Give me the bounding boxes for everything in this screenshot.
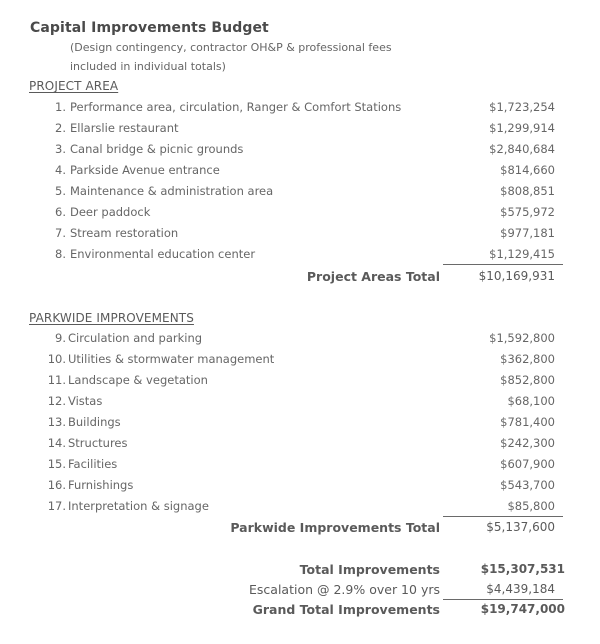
item-number: 5. bbox=[55, 184, 66, 198]
parkwide-improvements-total-amount: $5,137,600 bbox=[486, 520, 555, 534]
item-amount: $68,100 bbox=[507, 394, 555, 408]
item-label: Furnishings bbox=[68, 478, 134, 492]
subtotal-rule bbox=[443, 264, 563, 265]
parkwide-improvements-total-label: Parkwide Improvements Total bbox=[230, 520, 440, 535]
grand-total-label: Grand Total Improvements bbox=[252, 602, 440, 617]
grand-total-row bbox=[0, 602, 600, 622]
item-label: Deer paddock bbox=[70, 205, 151, 219]
budget-row bbox=[0, 205, 600, 225]
item-amount: $1,723,254 bbox=[489, 100, 555, 114]
item-amount: $242,300 bbox=[500, 436, 555, 450]
item-number: 16. bbox=[47, 478, 66, 492]
item-amount: $607,900 bbox=[500, 457, 555, 471]
budget-row bbox=[0, 415, 600, 435]
item-label: Interpretation & signage bbox=[68, 499, 209, 513]
item-amount: $575,972 bbox=[500, 205, 555, 219]
budget-row bbox=[0, 163, 600, 183]
budget-row bbox=[0, 352, 600, 372]
budget-row bbox=[0, 100, 600, 120]
item-amount: $781,400 bbox=[500, 415, 555, 429]
grand-total-rule bbox=[443, 599, 563, 600]
item-number: 3. bbox=[55, 142, 66, 156]
item-label: Circulation and parking bbox=[68, 331, 203, 345]
item-amount: $1,299,914 bbox=[489, 121, 555, 135]
item-number: 10. bbox=[47, 352, 66, 366]
item-amount: $543,700 bbox=[500, 478, 555, 492]
section-heading-parkwide-improvements: PARKWIDE IMPROVEMENTS bbox=[29, 311, 194, 325]
item-label: Buildings bbox=[68, 415, 121, 429]
item-amount: $814,660 bbox=[500, 163, 555, 177]
budget-row bbox=[0, 394, 600, 414]
item-label: Ellarslie restaurant bbox=[70, 121, 179, 135]
project-areas-total-row bbox=[0, 269, 600, 289]
budget-row bbox=[0, 373, 600, 393]
budget-row bbox=[0, 331, 600, 351]
budget-row bbox=[0, 478, 600, 498]
item-amount: $1,592,800 bbox=[489, 331, 555, 345]
budget-row bbox=[0, 436, 600, 456]
item-label: Structures bbox=[68, 436, 128, 450]
item-amount: $362,800 bbox=[500, 352, 555, 366]
item-number: 8. bbox=[55, 247, 66, 261]
item-amount: $977,181 bbox=[500, 226, 555, 240]
project-areas-total-amount: $10,169,931 bbox=[478, 269, 555, 283]
project-areas-total-label: Project Areas Total bbox=[306, 269, 440, 284]
item-label: Canal bridge & picnic grounds bbox=[70, 142, 244, 156]
item-amount: $85,800 bbox=[507, 499, 555, 513]
grand-total-amount: $19,747,000 bbox=[480, 602, 565, 616]
item-label: Vistas bbox=[68, 394, 103, 408]
item-amount: $852,800 bbox=[500, 373, 555, 387]
item-amount: $2,840,684 bbox=[489, 142, 555, 156]
item-amount: $1,129,415 bbox=[489, 247, 555, 261]
item-number: 7. bbox=[55, 226, 66, 240]
subtotal-rule bbox=[443, 516, 563, 517]
item-label: Landscape & vegetation bbox=[68, 373, 208, 387]
item-number: 12. bbox=[47, 394, 66, 408]
document-subtitle-line-2: included in individual totals) bbox=[70, 60, 226, 73]
total-improvements-row bbox=[0, 562, 600, 582]
item-label: Performance area, circulation, Ranger & Comfort Stations bbox=[70, 100, 402, 114]
item-number: 9. bbox=[55, 331, 66, 345]
section-heading-project-area: PROJECT AREA bbox=[29, 79, 119, 93]
item-label: Utilities & stormwater management bbox=[68, 352, 275, 366]
escalation-label: Escalation @ 2.9% over 10 yrs bbox=[249, 582, 440, 597]
budget-row bbox=[0, 121, 600, 141]
item-label: Maintenance & administration area bbox=[70, 184, 274, 198]
item-number: 17. bbox=[47, 499, 66, 513]
item-number: 15. bbox=[47, 457, 66, 471]
budget-row bbox=[0, 142, 600, 162]
item-number: 1. bbox=[55, 100, 66, 114]
item-label: Facilities bbox=[68, 457, 118, 471]
total-improvements-label: Total Improvements bbox=[299, 562, 440, 577]
budget-row bbox=[0, 184, 600, 204]
total-improvements-amount: $15,307,531 bbox=[480, 562, 565, 576]
item-number: 14. bbox=[47, 436, 66, 450]
item-label: Stream restoration bbox=[70, 226, 179, 240]
budget-row bbox=[0, 457, 600, 477]
item-number: 11. bbox=[47, 373, 66, 387]
item-number: 13. bbox=[47, 415, 66, 429]
item-label: Parkside Avenue entrance bbox=[70, 163, 220, 177]
item-amount: $808,851 bbox=[500, 184, 555, 198]
item-label: Environmental education center bbox=[70, 247, 256, 261]
document-title: Capital Improvements Budget bbox=[30, 20, 269, 36]
document-subtitle-line-1: (Design contingency, contractor OH&P & professional fees bbox=[70, 41, 392, 54]
parkwide-improvements-total-row bbox=[0, 520, 600, 540]
item-number: 4. bbox=[55, 163, 66, 177]
budget-row bbox=[0, 226, 600, 246]
item-number: 6. bbox=[55, 205, 66, 219]
escalation-amount: $4,439,184 bbox=[486, 582, 555, 596]
item-number: 2. bbox=[55, 121, 66, 135]
